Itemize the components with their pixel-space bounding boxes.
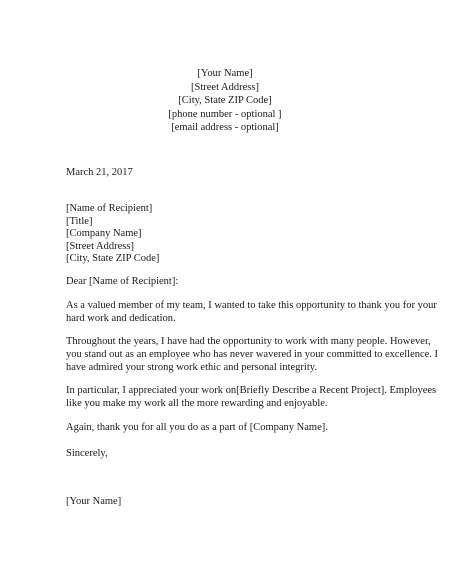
body-line: In particular, I appreciated your work on[Briefly Describe a Recent Project]. Employees (66, 385, 437, 396)
sender-street: [Street Address] (191, 81, 259, 93)
salutation: Dear [Name of Recipient]: (66, 276, 179, 287)
sender-phone: [phone number - optional ] (168, 108, 282, 120)
recipient-company: [Company Name] (66, 228, 142, 240)
body-line: like you make my work all the more rewarding and enjoyable. (66, 397, 328, 409)
sender-email: [email address - optional] (171, 122, 279, 133)
body-paragraph-3 (66, 385, 437, 411)
body-line: As a valued member of my team, I wanted to take this opportunity to thank you for your (66, 300, 437, 311)
signature-name: [Your Name] (66, 496, 122, 507)
recipient-address-block (66, 203, 159, 266)
recipient-city-state-zip: [City, State ZIP Code] (66, 253, 160, 265)
body-paragraph-1 (66, 300, 437, 326)
sender-address-block (150, 67, 300, 135)
body-paragraph-4 (66, 422, 416, 435)
body-line: hard work and dedication. (66, 312, 176, 324)
letter-date: March 21, 2017 (66, 167, 133, 178)
body-paragraph-2 (66, 336, 439, 374)
body-line: you stand out as an employee who has never wavered in your committed to excellence. I (66, 348, 439, 360)
sender-city-state-zip: [City, State ZIP Code] (178, 95, 272, 106)
body-line: Again, thank you for all you do as a part of [Company Name]. (66, 422, 328, 433)
closing: Sincerely, (66, 448, 108, 459)
recipient-street: [Street Address] (66, 240, 134, 252)
body-line: have admired your strong work ethic and personal integrity. (66, 361, 317, 373)
recipient-name: [Name of Recipient] (66, 203, 153, 214)
recipient-title: [Title] (66, 215, 93, 227)
sender-name: [Your Name] (197, 68, 253, 79)
body-line: Throughout the years, I have had the opportunity to work with many people. However, (66, 336, 431, 347)
